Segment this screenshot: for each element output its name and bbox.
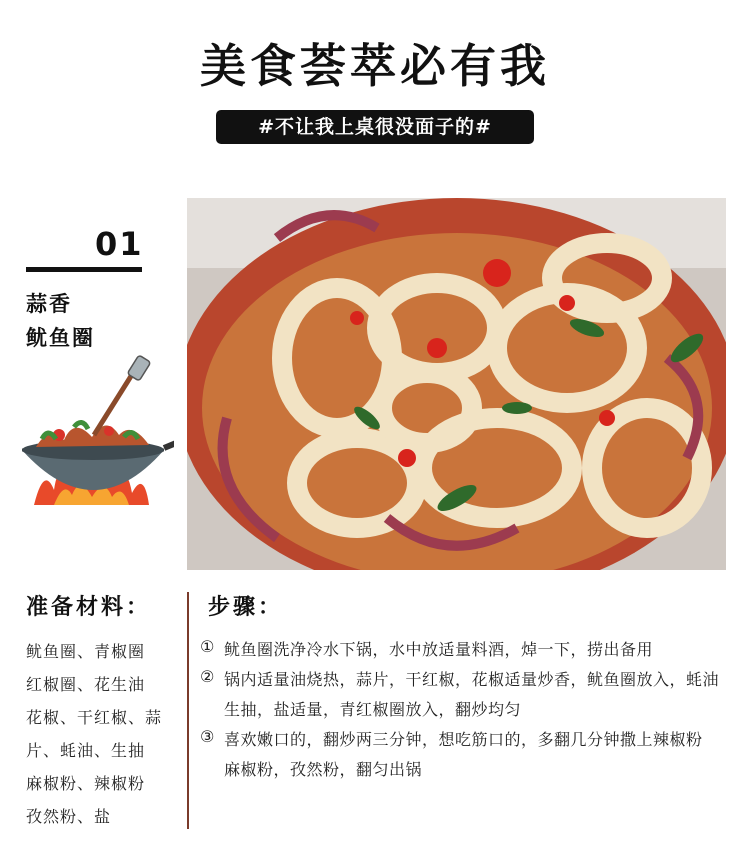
step-marker-3: ③: [200, 727, 215, 746]
ingredient-line: 片、蚝油、生抽: [26, 741, 146, 760]
step-line: 锅内适量油烧热，蒜片，干红椒，花椒适量炒香，鱿鱼圈放入，蚝油: [224, 670, 720, 689]
page-title: 美食荟萃必有我: [200, 39, 550, 93]
number-underline: [26, 267, 142, 272]
step-marker-2: ②: [200, 667, 215, 686]
recipe-number: 01: [95, 225, 144, 263]
hashtag-banner: #不让我上桌很没面子的#: [216, 110, 534, 144]
ingredient-line: 麻椒粉、辣椒粉: [26, 774, 146, 793]
step-marker-1: ①: [200, 637, 215, 656]
ingredient-line: 花椒、干红椒、蒜: [26, 708, 163, 727]
dish-name-line1: 蒜香: [26, 292, 72, 316]
column-divider: [187, 592, 189, 829]
dish-name-line2: 鱿鱼圈: [26, 326, 95, 350]
wok-cooking-icon: [14, 355, 174, 525]
step-line: 鱿鱼圈洗净冷水下锅，水中放适量料酒，焯一下，捞出备用: [224, 640, 654, 659]
dish-photo: [187, 198, 726, 570]
steps-heading: 步骤：: [208, 595, 284, 620]
ingredients-heading: 准备材料：: [26, 595, 152, 620]
ingredient-line: 鱿鱼圈、青椒圈: [26, 642, 146, 661]
ingredient-line: 孜然粉、盐: [26, 807, 112, 826]
step-line: 生抽，盐适量，青红椒圈放入，翻炒均匀: [224, 700, 522, 719]
step-line: 喜欢嫩口的，翻炒两三分钟，想吃筋口的，多翻几分钟撒上辣椒粉: [224, 730, 703, 749]
ingredient-line: 红椒圈、花生油: [26, 675, 146, 694]
step-line: 麻椒粉，孜然粉，翻匀出锅: [224, 760, 423, 779]
